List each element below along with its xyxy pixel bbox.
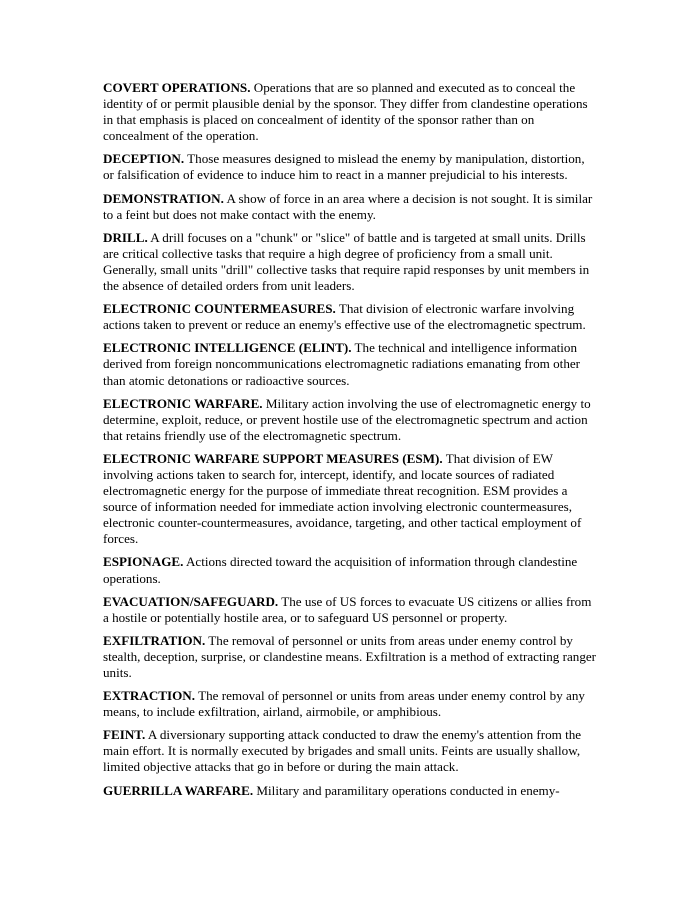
glossary-entry-electronic-warfare: [103, 396, 597, 444]
entry-definition: That division of EW involving actions taken to search for, intercept, identify, and locate sources of radiated electromagnetic energy for the purpose of immediate threat recognition. ESM provides a source of information needed for immediate action involving electronic countermeasures, electronic counter-countermeasures, avoidance, targeting, and other tactical employment of forces.: [103, 450, 582, 547]
glossary-entry-exfiltration: [103, 633, 597, 681]
entry-term: ELECTRONIC INTELLIGENCE (ELINT).: [103, 340, 352, 356]
entry-term: ELECTRONIC WARFARE SUPPORT MEASURES (ESM).: [103, 450, 443, 466]
entry-term: DRILL.: [103, 229, 148, 245]
entry-term: FEINT.: [103, 727, 146, 743]
entry-definition: Military action involving the use of electromagnetic energy to determine, exploit, reduce, or prevent hostile use of the electromagnetic spectrum and action that retains friendly use of the electromagnetic spectrum.: [103, 395, 591, 443]
glossary-entry-drill: [103, 230, 597, 294]
entry-term: DEMONSTRATION.: [103, 190, 224, 206]
entry-definition: The use of US forces to evacuate US citizens or allies from a hostile or potentially hostile area, or to safeguard US personnel or property.: [103, 593, 592, 625]
glossary-entry-feint: [103, 727, 597, 775]
entry-definition: The removal of personnel or units from areas under enemy control by any means, to include exfiltration, airland, airmobile, or amphibious.: [103, 688, 585, 720]
entry-term: COVERT OPERATIONS.: [103, 80, 251, 95]
entry-definition: A show of force in an area where a decision is not sought. It is similar to a feint but does not make contact with the enemy.: [103, 190, 593, 222]
entry-term: ELECTRONIC WARFARE.: [103, 395, 263, 411]
entry-term: EXTRACTION.: [103, 688, 196, 704]
entry-definition: Those measures designed to mislead the enemy by manipulation, distortion, or falsification of evidence to induce him to react in a manner prejudicial to his interests.: [103, 151, 585, 183]
glossary-entry-guerrilla-warfare: [103, 783, 597, 799]
entry-definition: Actions directed toward the acquisition of information through clandestine operations.: [103, 554, 578, 586]
entry-definition: The technical and intelligence information derived from foreign noncommunications electromagnetic radiations emanating from other than atomic detonations or radioactive sources.: [103, 340, 581, 388]
glossary-entry-evacuation-safeguard: [103, 594, 597, 626]
entry-term: ESPIONAGE.: [103, 554, 184, 570]
entry-definition: Military and paramilitary operations conducted in enemy-: [253, 782, 560, 798]
glossary-entry-extraction: [103, 688, 597, 720]
entry-definition: That division of electronic warfare involving actions taken to prevent or reduce an enemy's effective use of the electromagnetic spectrum.: [103, 301, 586, 333]
entry-term: ELECTRONIC COUNTERMEASURES.: [103, 301, 336, 317]
entry-term: DECEPTION.: [103, 151, 185, 167]
glossary-entry-demonstration: [103, 191, 597, 223]
entry-term: EVACUATION/SAFEGUARD.: [103, 593, 279, 609]
entry-term: GUERRILLA WARFARE.: [103, 782, 254, 798]
glossary-entry-electronic-countermeasures: [103, 301, 597, 333]
glossary-entry-electronic-warfare-support-measures: [103, 451, 597, 548]
entry-definition: A drill focuses on a "chunk" or "slice" of battle and is targeted at small units. Drills are critical collective tasks that require a high degree of proficiency from a small unit. Generally, small units "drill" collective tasks that require rapid responses by unit members in the absence of detailed orders from unit leaders.: [103, 229, 590, 294]
glossary-entry-espionage: [103, 554, 597, 586]
glossary-entry-electronic-intelligence: [103, 340, 597, 388]
document-page: [103, 80, 597, 806]
entry-definition: A diversionary supporting attack conducted to draw the enemy's attention from the main effort. It is normally executed by brigades and small units. Feints are usually shallow, limited objective attacks that go in before or during the main attack.: [103, 727, 582, 775]
glossary-entry-covert-operations: [103, 80, 597, 144]
entry-definition: Operations that are so planned and executed as to conceal the identity of or permit plausible denial by the sponsor. They differ from clandestine operations in that emphasis is placed on concealment of identity of the sponsor rather than on concealment of the operation.: [103, 80, 588, 144]
entry-definition: The removal of personnel or units from areas under enemy control by stealth, deception, surprise, or clandestine means. Exfiltration is a method of extracting ranger units.: [103, 632, 597, 680]
glossary-entry-deception: [103, 151, 597, 183]
entry-term: EXFILTRATION.: [103, 632, 206, 648]
